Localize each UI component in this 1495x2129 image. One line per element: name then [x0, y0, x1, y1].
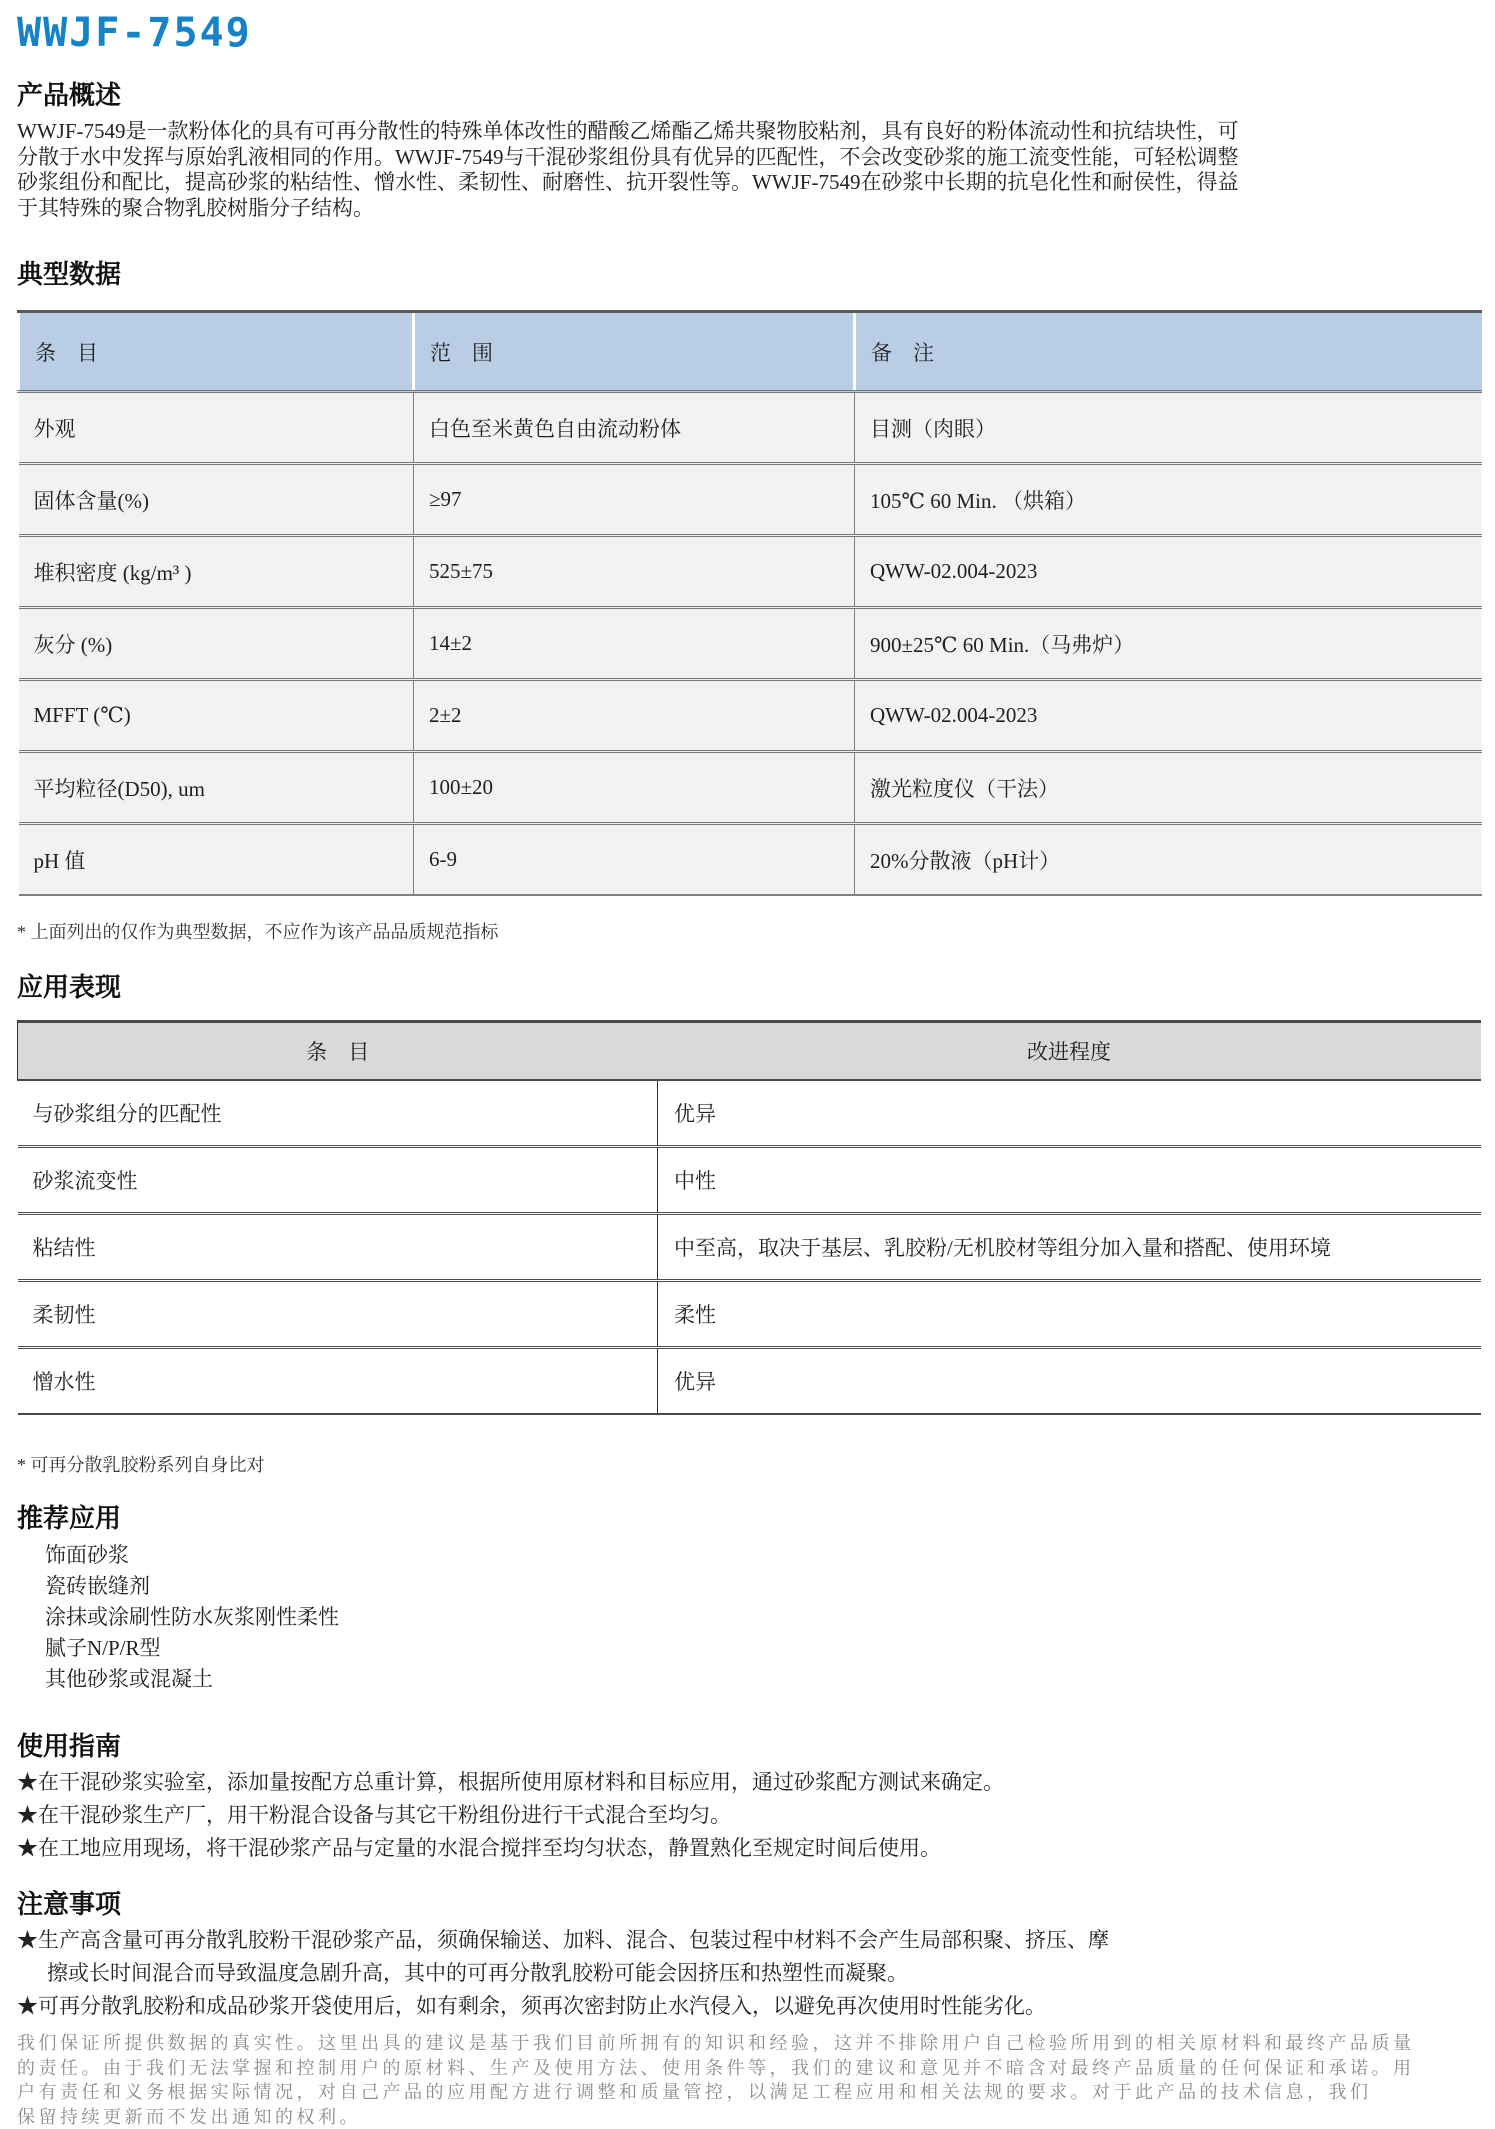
application-footnote: * 可再分散乳胶粉系列自身比对	[17, 1454, 265, 1475]
improvement-cell: 优异	[658, 1080, 1481, 1147]
table-row	[18, 1213, 1481, 1280]
remark-cell: QWW-02.004-2023	[855, 536, 1482, 608]
typical-data-header-row	[19, 312, 1482, 392]
remark-cell: 105℃ 60 Min. （烘箱）	[855, 464, 1482, 536]
list-item: 瓷砖嵌缝剂	[45, 1573, 150, 1598]
range-cell: 2±2	[414, 680, 855, 752]
remark-cell: 20%分散液（pH计）	[855, 824, 1482, 896]
overview-paragraph-line: 砂浆组份和配比，提高砂浆的粘结性、憎水性、柔韧性、耐磨性、抗开裂性等。WWJF-7549在砂浆中长期的抗皂化性和耐侯性，得益	[17, 170, 1239, 195]
table-row	[19, 608, 1482, 680]
table-row	[19, 536, 1482, 608]
improvement-cell: 中性	[658, 1146, 1481, 1213]
precaution-bullet-line: 擦或长时间混合而导致温度急剧升高，其中的可再分散乳胶粉可能会因挤压和热塑性而凝聚。	[47, 1961, 908, 1986]
improvement-cell: 柔性	[658, 1280, 1481, 1347]
table-row	[18, 1280, 1481, 1347]
list-item: 饰面砂浆	[45, 1542, 129, 1567]
item-cell: 憎水性	[18, 1347, 658, 1414]
table-row	[18, 1146, 1481, 1213]
remark-cell: 激光粒度仪（干法）	[855, 752, 1482, 824]
application-header-row	[18, 1021, 1481, 1080]
item-cell: MFFT (℃)	[19, 680, 414, 752]
product-title: WWJF-7549	[17, 10, 252, 56]
disclaimer-line: 的责任。由于我们无法掌握和控制用户的原材料、生产及使用方法、使用条件等，我们的建议和意见并不暗含对最终产品质量的任何保证和承诺。用	[17, 2057, 1415, 2078]
remark-cell: 目测（肉眼）	[855, 392, 1482, 464]
column-header: 条 目	[18, 1021, 658, 1080]
section-heading-application: 应用表现	[17, 972, 122, 1003]
usage-bullet-line: ★在干混砂浆实验室，添加量按配方总重计算，根据所使用原材料和目标应用，通过砂浆配方测试来确定。	[17, 1769, 1004, 1794]
improvement-cell: 优异	[658, 1347, 1481, 1414]
column-header: 条 目	[19, 312, 414, 392]
overview-paragraph-line: 于其特殊的聚合物乳胶树脂分子结构。	[17, 195, 374, 220]
typical-data-table	[17, 310, 1482, 896]
disclaimer-line: 我们保证所提供数据的真实性。这里出具的建议是基于我们目前所拥有的知识和经验，这并不排除用户自己检验所用到的相关原材料和最终产品质量	[17, 2033, 1415, 2054]
column-header: 改进程度	[658, 1021, 1481, 1080]
range-cell: 6-9	[414, 824, 855, 896]
item-cell: 灰分 (%)	[19, 608, 414, 680]
precaution-bullet-line: ★可再分散乳胶粉和成品砂浆开袋使用后，如有剩余，须再次密封防止水汽侵入，以避免再次使用时性能劣化。	[17, 1994, 1046, 2019]
disclaimer-line: 户有责任和义务根据实际情况，对自己产品的应用配方进行调整和质量管控，以满足工程应用和相关法规的要求。对于此产品的技术信息，我们	[17, 2082, 1372, 2103]
section-heading-precautions: 注意事项	[17, 1888, 122, 1919]
remark-cell: QWW-02.004-2023	[855, 680, 1482, 752]
application-table	[17, 1020, 1481, 1415]
item-cell: pH 值	[19, 824, 414, 896]
overview-paragraph	[17, 119, 1480, 221]
section-heading-recommended: 推荐应用	[17, 1502, 122, 1533]
recommended-list	[17, 1540, 1480, 1695]
section-heading-overview: 产品概述	[17, 80, 122, 110]
item-cell: 堆积密度 (kg/m³ )	[19, 536, 414, 608]
typical-data-footnote: * 上面列出的仅作为典型数据，不应作为该产品品质规范指标	[17, 922, 499, 943]
disclaimer-line: 保留持续更新而不发出通知的权利。	[17, 2106, 361, 2127]
range-cell: 525±75	[414, 536, 855, 608]
table-row	[19, 464, 1482, 536]
table-row	[18, 1347, 1481, 1414]
item-cell: 平均粒径(D50), um	[19, 752, 414, 824]
disclaimer-footer	[17, 2031, 1480, 2129]
column-header: 范 围	[414, 312, 855, 392]
list-item: 腻子N/P/R型	[45, 1635, 161, 1660]
section-heading-usage-guide: 使用指南	[17, 1730, 122, 1761]
section-heading-typical-data: 典型数据	[17, 259, 122, 290]
improvement-cell: 中至高，取决于基层、乳胶粉/无机胶材等组分加入量和搭配、使用环境	[658, 1213, 1481, 1280]
range-cell: 14±2	[414, 608, 855, 680]
item-cell: 固体含量(%)	[19, 464, 414, 536]
precautions-bullets	[17, 1924, 1480, 2023]
item-cell: 柔韧性	[18, 1280, 658, 1347]
column-header: 备 注	[855, 312, 1482, 392]
table-row	[19, 680, 1482, 752]
table-row	[18, 1080, 1481, 1147]
item-cell: 与砂浆组分的匹配性	[18, 1080, 658, 1147]
table-row	[19, 752, 1482, 824]
table-row	[19, 824, 1482, 896]
table-row	[19, 392, 1482, 464]
range-cell: 100±20	[414, 752, 855, 824]
overview-paragraph-line: WWJF-7549是一款粉体化的具有可再分散性的特殊单体改性的醋酸乙烯酯乙烯共聚物胶粘剂，具有良好的粉体流动性和抗结块性，可	[17, 119, 1239, 144]
usage-bullet-line: ★在工地应用现场，将干混砂浆产品与定量的水混合搅拌至均匀状态，静置熟化至规定时间后使用。	[17, 1835, 941, 1860]
item-cell: 外观	[19, 392, 414, 464]
overview-paragraph-line: 分散于水中发挥与原始乳液相同的作用。WWJF-7549与干混砂浆组份具有优异的匹配性，不会改变砂浆的施工流变性能，可轻松调整	[17, 144, 1239, 169]
item-cell: 粘结性	[18, 1213, 658, 1280]
range-cell: ≥97	[414, 464, 855, 536]
list-item: 其他砂浆或混凝土	[45, 1666, 213, 1691]
list-item: 涂抹或涂刷性防水灰浆刚性柔性	[45, 1604, 339, 1629]
remark-cell: 900±25℃ 60 Min.（马弗炉）	[855, 608, 1482, 680]
item-cell: 砂浆流变性	[18, 1146, 658, 1213]
range-cell: 白色至米黄色自由流动粉体	[414, 392, 855, 464]
precaution-bullet-line: ★生产高含量可再分散乳胶粉干混砂浆产品，须确保输送、加料、混合、包装过程中材料不会产生局部积聚、挤压、摩	[17, 1928, 1109, 1953]
usage-bullet-line: ★在干混砂浆生产厂，用干粉混合设备与其它干粉组份进行干式混合至均匀。	[17, 1802, 731, 1827]
usage-guide-bullets	[17, 1766, 1480, 1865]
